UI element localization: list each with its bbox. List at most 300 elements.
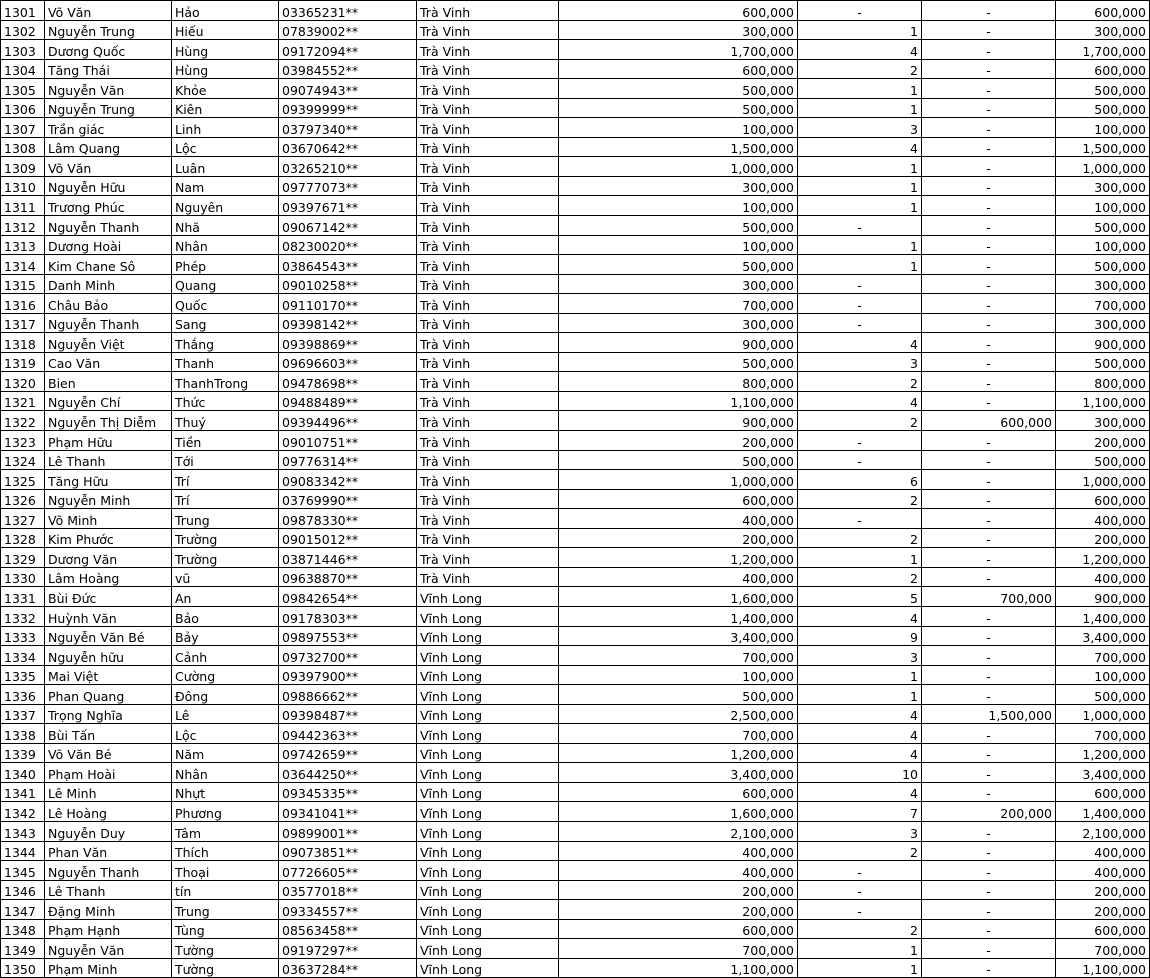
province-cell: Vĩnh Long [417, 704, 559, 724]
table-row [1, 391, 1150, 411]
row-number-cell: 1309 [1, 157, 45, 177]
family-name-cell: Phạm Minh [45, 958, 172, 978]
phone-cell: 09842654** [279, 587, 417, 607]
phone-cell: 09398142** [279, 313, 417, 333]
given-name-cell: Tới [172, 450, 279, 470]
amount-cell: 100,000 [559, 118, 798, 138]
amount-cell: 700,000 [559, 294, 798, 314]
phone-cell: 09897553** [279, 626, 417, 646]
family-name-cell: Nguyễn Hữu [45, 176, 172, 196]
given-name-cell: Nhã [172, 216, 279, 236]
family-name-cell: Lâm Quang [45, 137, 172, 157]
deduction-cell: - [922, 470, 1056, 490]
count-cell: 4 [798, 40, 922, 60]
phone-cell: 03670642** [279, 137, 417, 157]
count-cell: - [798, 431, 922, 451]
phone-cell: 03769990** [279, 489, 417, 509]
given-name-cell: Tiền [172, 431, 279, 451]
province-cell: Vĩnh Long [417, 919, 559, 939]
family-name-cell: Tăng Hữu [45, 470, 172, 490]
row-number-cell: 1334 [1, 646, 45, 666]
total-cell: 500,000 [1056, 255, 1150, 275]
phone-cell: 03265210** [279, 157, 417, 177]
table-row [1, 333, 1150, 353]
row-number-cell: 1344 [1, 841, 45, 861]
table-row [1, 606, 1150, 626]
amount-cell: 600,000 [559, 919, 798, 939]
province-cell: Vĩnh Long [417, 587, 559, 607]
total-cell: 500,000 [1056, 352, 1150, 372]
family-name-cell: Nguyễn Thanh [45, 861, 172, 881]
province-cell: Vĩnh Long [417, 724, 559, 744]
family-name-cell: Trần giác [45, 118, 172, 138]
amount-cell: 1,200,000 [559, 548, 798, 568]
family-name-cell: Dương Văn [45, 548, 172, 568]
deduction-cell: - [922, 40, 1056, 60]
phone-cell: 03637284** [279, 958, 417, 978]
phone-cell: 03864543** [279, 255, 417, 275]
table-row [1, 313, 1150, 333]
table-row [1, 821, 1150, 841]
province-cell: Trà Vinh [417, 470, 559, 490]
province-cell: Trà Vinh [417, 59, 559, 79]
amount-cell: 600,000 [559, 59, 798, 79]
amount-cell: 2,500,000 [559, 704, 798, 724]
total-cell: 1,500,000 [1056, 137, 1150, 157]
total-cell: 2,100,000 [1056, 821, 1150, 841]
province-cell: Vĩnh Long [417, 782, 559, 802]
total-cell: 200,000 [1056, 528, 1150, 548]
family-name-cell: Võ Văn Bé [45, 743, 172, 763]
phone-cell: 03984552** [279, 59, 417, 79]
table-body [1, 1, 1150, 978]
total-cell: 100,000 [1056, 235, 1150, 255]
row-number-cell: 1343 [1, 821, 45, 841]
count-cell: 1 [798, 79, 922, 99]
count-cell: 2 [798, 919, 922, 939]
amount-cell: 700,000 [559, 939, 798, 959]
total-cell: 700,000 [1056, 646, 1150, 666]
phone-cell: 09397900** [279, 665, 417, 685]
given-name-cell: Hiếu [172, 20, 279, 40]
family-name-cell: Đặng Minh [45, 900, 172, 920]
total-cell: 200,000 [1056, 880, 1150, 900]
phone-cell: 09110170** [279, 294, 417, 314]
total-cell: 100,000 [1056, 196, 1150, 216]
total-cell: 500,000 [1056, 685, 1150, 705]
amount-cell: 300,000 [559, 274, 798, 294]
province-cell: Vĩnh Long [417, 939, 559, 959]
table-row [1, 782, 1150, 802]
given-name-cell: Thích [172, 841, 279, 861]
row-number-cell: 1338 [1, 724, 45, 744]
total-cell: 500,000 [1056, 216, 1150, 236]
row-number-cell: 1308 [1, 137, 45, 157]
given-name-cell: Hùng [172, 59, 279, 79]
family-name-cell: Trọng Nghĩa [45, 704, 172, 724]
row-number-cell: 1350 [1, 958, 45, 978]
family-name-cell: Võ Minh [45, 509, 172, 529]
amount-cell: 600,000 [559, 489, 798, 509]
family-name-cell: Võ Văn [45, 157, 172, 177]
count-cell: 7 [798, 802, 922, 822]
count-cell: 2 [798, 567, 922, 587]
total-cell: 400,000 [1056, 509, 1150, 529]
deduction-cell: - [922, 489, 1056, 509]
province-cell: Vĩnh Long [417, 802, 559, 822]
table-row [1, 176, 1150, 196]
table-row [1, 665, 1150, 685]
given-name-cell: Tâm [172, 821, 279, 841]
count-cell: - [798, 313, 922, 333]
given-name-cell: Lê [172, 704, 279, 724]
amount-cell: 100,000 [559, 196, 798, 216]
deduction-cell: - [922, 79, 1056, 99]
family-name-cell: Phạm Hạnh [45, 919, 172, 939]
deduction-cell: - [922, 685, 1056, 705]
province-cell: Trà Vinh [417, 20, 559, 40]
province-cell: Trà Vinh [417, 450, 559, 470]
count-cell: 1 [798, 665, 922, 685]
deduction-cell: - [922, 98, 1056, 118]
amount-cell: 700,000 [559, 724, 798, 744]
phone-cell: 03871446** [279, 548, 417, 568]
count-cell: 3 [798, 118, 922, 138]
table-row [1, 919, 1150, 939]
table-row [1, 118, 1150, 138]
family-name-cell: Nguyễn Văn [45, 79, 172, 99]
amount-cell: 3,400,000 [559, 626, 798, 646]
province-cell: Trà Vinh [417, 98, 559, 118]
row-number-cell: 1320 [1, 372, 45, 392]
province-cell: Vĩnh Long [417, 606, 559, 626]
count-cell: 1 [798, 20, 922, 40]
total-cell: 400,000 [1056, 861, 1150, 881]
phone-cell: 09397671** [279, 196, 417, 216]
province-cell: Vĩnh Long [417, 646, 559, 666]
row-number-cell: 1317 [1, 313, 45, 333]
table-row [1, 1, 1150, 21]
province-cell: Trà Vinh [417, 489, 559, 509]
given-name-cell: Thắng [172, 333, 279, 353]
phone-cell: 09010751** [279, 431, 417, 451]
total-cell: 900,000 [1056, 333, 1150, 353]
row-number-cell: 1307 [1, 118, 45, 138]
phone-cell: 09777073** [279, 176, 417, 196]
row-number-cell: 1332 [1, 606, 45, 626]
given-name-cell: Tùng [172, 919, 279, 939]
count-cell: 1 [798, 235, 922, 255]
family-name-cell: Tăng Thái [45, 59, 172, 79]
count-cell: 2 [798, 841, 922, 861]
family-name-cell: Bùi Đức [45, 587, 172, 607]
given-name-cell: Cường [172, 665, 279, 685]
given-name-cell: An [172, 587, 279, 607]
amount-cell: 400,000 [559, 841, 798, 861]
amount-cell: 900,000 [559, 333, 798, 353]
deduction-cell: - [922, 59, 1056, 79]
deduction-cell: - [922, 255, 1056, 275]
count-cell: 6 [798, 470, 922, 490]
count-cell: 1 [798, 196, 922, 216]
table-row [1, 900, 1150, 920]
deduction-cell: - [922, 157, 1056, 177]
deduction-cell: - [922, 274, 1056, 294]
given-name-cell: Trường [172, 528, 279, 548]
table-row [1, 567, 1150, 587]
deduction-cell: - [922, 216, 1056, 236]
total-cell: 1,400,000 [1056, 606, 1150, 626]
phone-cell: 08230020** [279, 235, 417, 255]
phone-cell: 09073851** [279, 841, 417, 861]
deduction-cell: - [922, 509, 1056, 529]
province-cell: Trà Vinh [417, 176, 559, 196]
phone-cell: 03577018** [279, 880, 417, 900]
table-row [1, 548, 1150, 568]
total-cell: 700,000 [1056, 724, 1150, 744]
deduction-cell: - [922, 724, 1056, 744]
table-row [1, 841, 1150, 861]
province-cell: Trà Vinh [417, 274, 559, 294]
province-cell: Trà Vinh [417, 137, 559, 157]
total-cell: 1,700,000 [1056, 40, 1150, 60]
count-cell: 2 [798, 411, 922, 431]
given-name-cell: tín [172, 880, 279, 900]
row-number-cell: 1329 [1, 548, 45, 568]
row-number-cell: 1331 [1, 587, 45, 607]
row-number-cell: 1346 [1, 880, 45, 900]
count-cell: 4 [798, 391, 922, 411]
table-row [1, 59, 1150, 79]
given-name-cell: Khỏe [172, 79, 279, 99]
table-row [1, 704, 1150, 724]
given-name-cell: Thuý [172, 411, 279, 431]
amount-cell: 500,000 [559, 450, 798, 470]
table-row [1, 646, 1150, 666]
table-row [1, 802, 1150, 822]
count-cell: 1 [798, 939, 922, 959]
family-name-cell: Nguyễn Trung [45, 20, 172, 40]
row-number-cell: 1340 [1, 763, 45, 783]
deduction-cell: - [922, 196, 1056, 216]
deduction-cell: - [922, 880, 1056, 900]
phone-cell: 03797340** [279, 118, 417, 138]
table-row [1, 509, 1150, 529]
phone-cell: 07726605** [279, 861, 417, 881]
table-row [1, 235, 1150, 255]
total-cell: 1,400,000 [1056, 802, 1150, 822]
deduction-cell: 700,000 [922, 587, 1056, 607]
given-name-cell: Luân [172, 157, 279, 177]
row-number-cell: 1323 [1, 431, 45, 451]
phone-cell: 07839002** [279, 20, 417, 40]
count-cell: 1 [798, 548, 922, 568]
table-row [1, 98, 1150, 118]
total-cell: 300,000 [1056, 274, 1150, 294]
phone-cell: 09178303** [279, 606, 417, 626]
family-name-cell: Nguyễn Trung [45, 98, 172, 118]
total-cell: 1,100,000 [1056, 958, 1150, 978]
amount-cell: 1,100,000 [559, 391, 798, 411]
count-cell: 4 [798, 724, 922, 744]
family-name-cell: Trương Phúc [45, 196, 172, 216]
table-row [1, 724, 1150, 744]
row-number-cell: 1337 [1, 704, 45, 724]
row-number-cell: 1313 [1, 235, 45, 255]
row-number-cell: 1312 [1, 216, 45, 236]
phone-cell: 09442363** [279, 724, 417, 744]
given-name-cell: Thoại [172, 861, 279, 881]
total-cell: 1,000,000 [1056, 704, 1150, 724]
amount-cell: 300,000 [559, 20, 798, 40]
total-cell: 400,000 [1056, 841, 1150, 861]
table-row [1, 626, 1150, 646]
deduction-cell: - [922, 861, 1056, 881]
row-number-cell: 1333 [1, 626, 45, 646]
row-number-cell: 1342 [1, 802, 45, 822]
total-cell: 600,000 [1056, 782, 1150, 802]
family-name-cell: Nguyễn Việt [45, 333, 172, 353]
count-cell: 1 [798, 255, 922, 275]
phone-cell: 03644250** [279, 763, 417, 783]
amount-cell: 100,000 [559, 235, 798, 255]
family-name-cell: Nguyễn Chí [45, 391, 172, 411]
count-cell: - [798, 450, 922, 470]
table-row [1, 255, 1150, 275]
row-number-cell: 1304 [1, 59, 45, 79]
province-cell: Trà Vinh [417, 196, 559, 216]
deduction-cell: - [922, 782, 1056, 802]
row-number-cell: 1314 [1, 255, 45, 275]
count-cell: - [798, 880, 922, 900]
count-cell: 4 [798, 743, 922, 763]
deduction-cell: - [922, 958, 1056, 978]
given-name-cell: Trung [172, 900, 279, 920]
table-row [1, 861, 1150, 881]
family-name-cell: Võ Văn [45, 1, 172, 21]
given-name-cell: Bảo [172, 606, 279, 626]
province-cell: Trà Vinh [417, 1, 559, 21]
given-name-cell: Năm [172, 743, 279, 763]
count-cell: - [798, 274, 922, 294]
table-row [1, 20, 1150, 40]
row-number-cell: 1319 [1, 352, 45, 372]
table-row [1, 587, 1150, 607]
phone-cell: 09172094** [279, 40, 417, 60]
count-cell: 5 [798, 587, 922, 607]
given-name-cell: Hùng [172, 40, 279, 60]
family-name-cell: Cao Văn [45, 352, 172, 372]
count-cell: 4 [798, 782, 922, 802]
row-number-cell: 1324 [1, 450, 45, 470]
phone-cell: 09399999** [279, 98, 417, 118]
family-name-cell: Lâm Hoàng [45, 567, 172, 587]
province-cell: Trà Vinh [417, 216, 559, 236]
table-row [1, 294, 1150, 314]
amount-cell: 600,000 [559, 782, 798, 802]
table-row [1, 196, 1150, 216]
table-row [1, 40, 1150, 60]
table-row [1, 743, 1150, 763]
family-name-cell: Nguyễn Thị Diễm [45, 411, 172, 431]
total-cell: 600,000 [1056, 919, 1150, 939]
province-cell: Trà Vinh [417, 294, 559, 314]
province-cell: Vĩnh Long [417, 958, 559, 978]
province-cell: Trà Vinh [417, 548, 559, 568]
count-cell: 1 [798, 958, 922, 978]
deduction-cell: - [922, 528, 1056, 548]
total-cell: 1,200,000 [1056, 548, 1150, 568]
table-row [1, 470, 1150, 490]
table-row [1, 880, 1150, 900]
deduction-cell: - [922, 763, 1056, 783]
total-cell: 1,000,000 [1056, 470, 1150, 490]
given-name-cell: Kiên [172, 98, 279, 118]
province-cell: Vĩnh Long [417, 685, 559, 705]
phone-cell: 09015012** [279, 528, 417, 548]
amount-cell: 500,000 [559, 79, 798, 99]
given-name-cell: Bảy [172, 626, 279, 646]
family-name-cell: Châu Bảo [45, 294, 172, 314]
given-name-cell: Quốc [172, 294, 279, 314]
count-cell: 4 [798, 333, 922, 353]
deduction-cell: - [922, 919, 1056, 939]
given-name-cell: Lộc [172, 137, 279, 157]
province-cell: Trà Vinh [417, 313, 559, 333]
family-name-cell: Nguyễn Thanh [45, 313, 172, 333]
family-name-cell: Dương Quốc [45, 40, 172, 60]
total-cell: 400,000 [1056, 567, 1150, 587]
amount-cell: 600,000 [559, 1, 798, 21]
phone-cell: 09878330** [279, 509, 417, 529]
phone-cell: 09899001** [279, 821, 417, 841]
total-cell: 300,000 [1056, 411, 1150, 431]
total-cell: 500,000 [1056, 79, 1150, 99]
table-row [1, 450, 1150, 470]
deduction-cell: - [922, 567, 1056, 587]
phone-cell: 09083342** [279, 470, 417, 490]
given-name-cell: Nhựt [172, 782, 279, 802]
deduction-cell: 600,000 [922, 411, 1056, 431]
phone-cell: 03365231** [279, 1, 417, 21]
family-name-cell: Nguyễn Duy [45, 821, 172, 841]
given-name-cell: Trí [172, 489, 279, 509]
family-name-cell: Lê Thanh [45, 450, 172, 470]
given-name-cell: Nhân [172, 763, 279, 783]
row-number-cell: 1325 [1, 470, 45, 490]
deduction-cell: - [922, 841, 1056, 861]
phone-cell: 09341041** [279, 802, 417, 822]
count-cell: 2 [798, 59, 922, 79]
deduction-cell: - [922, 646, 1056, 666]
total-cell: 600,000 [1056, 489, 1150, 509]
row-number-cell: 1310 [1, 176, 45, 196]
count-cell: 2 [798, 528, 922, 548]
deduction-cell: - [922, 548, 1056, 568]
given-name-cell: Tường [172, 939, 279, 959]
family-name-cell: Phạm Hữu [45, 431, 172, 451]
given-name-cell: Phương [172, 802, 279, 822]
given-name-cell: Linh [172, 118, 279, 138]
table-row [1, 763, 1150, 783]
row-number-cell: 1305 [1, 79, 45, 99]
deduction-cell: - [922, 821, 1056, 841]
family-name-cell: Phan Quang [45, 685, 172, 705]
total-cell: 200,000 [1056, 431, 1150, 451]
count-cell: 1 [798, 157, 922, 177]
given-name-cell: Thức [172, 391, 279, 411]
count-cell: 3 [798, 646, 922, 666]
